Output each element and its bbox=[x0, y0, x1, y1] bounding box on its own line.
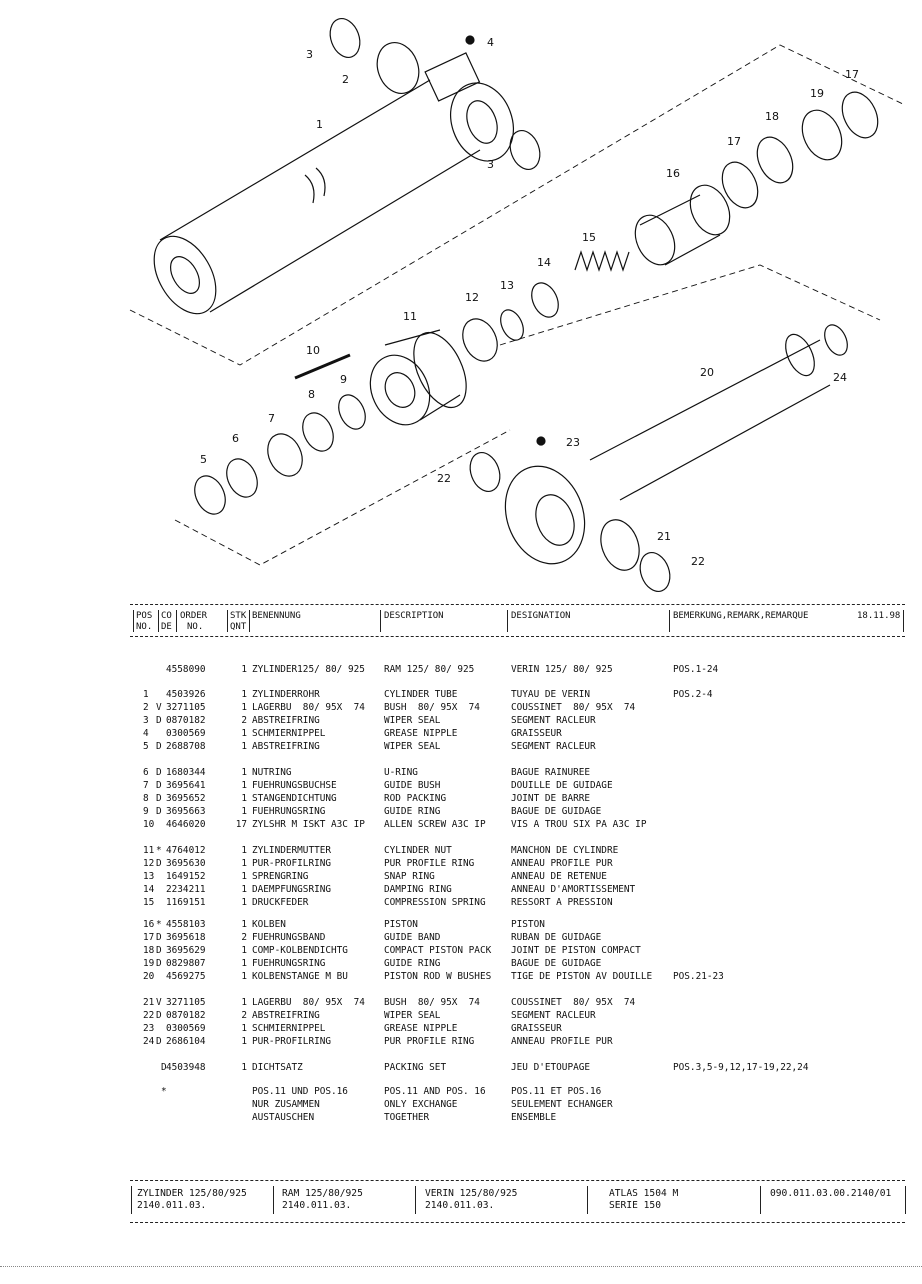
cell-co: D bbox=[156, 767, 162, 778]
cell-co: D bbox=[156, 741, 162, 752]
page-edge-rule bbox=[0, 1266, 922, 1267]
table-row bbox=[0, 931, 922, 944]
cell-ben: PUR-PROFILRING bbox=[252, 1036, 332, 1047]
cell-desig: COUSSINET 80/ 95X 74 bbox=[511, 702, 636, 713]
cell-stk: 1 bbox=[241, 767, 247, 778]
cell-desc: GUIDE BUSH bbox=[384, 780, 441, 791]
footer-divider bbox=[415, 1186, 416, 1214]
cell-co: D bbox=[156, 932, 162, 943]
cell-desig: ANNEAU PROFILE PUR bbox=[511, 1036, 613, 1047]
table-row bbox=[0, 818, 922, 831]
cell-desc: WIPER SEAL bbox=[384, 715, 441, 726]
footer-en-code: 2140.011.03. bbox=[282, 1200, 352, 1211]
cell-stk: 2 bbox=[241, 715, 247, 726]
cell-ben: SCHMIERNIPPEL bbox=[252, 728, 326, 739]
callout-5: 5 bbox=[200, 453, 207, 466]
cell-desc: SNAP RING bbox=[384, 871, 435, 882]
cell-ben: ZYLINDER125/ 80/ 925 bbox=[252, 664, 365, 675]
cell-desc: CYLINDER TUBE bbox=[384, 689, 458, 700]
cell-stk: 1 bbox=[241, 780, 247, 791]
header-order-no: NO. bbox=[187, 622, 204, 632]
cell-ben: FUEHRUNGSRING bbox=[252, 958, 326, 969]
cell-pos: 18 bbox=[143, 945, 155, 956]
header-remark: BEMERKUNG,REMARK,REMARQUE bbox=[673, 611, 809, 621]
table-row bbox=[0, 714, 922, 727]
table-row bbox=[0, 1111, 922, 1124]
cell-co: D bbox=[156, 1036, 162, 1047]
cell-order: 1680344 bbox=[166, 767, 206, 778]
callout-10: 10 bbox=[306, 344, 320, 357]
cylinder-tube-part bbox=[141, 53, 523, 324]
cell-desc: CYLINDER NUT bbox=[384, 845, 452, 856]
footer-model: ATLAS 1504 M bbox=[609, 1188, 679, 1199]
cell-pos: 6 bbox=[143, 767, 149, 778]
cell-co: * bbox=[161, 1086, 167, 1097]
cell-desig: BAGUE DE GUIDAGE bbox=[511, 806, 602, 817]
cell-stk: 1 bbox=[241, 1036, 247, 1047]
table-row bbox=[0, 918, 922, 931]
cell-order: 3271105 bbox=[166, 702, 206, 713]
cell-stk: 1 bbox=[241, 919, 247, 930]
cell-desc: GUIDE BAND bbox=[384, 932, 441, 943]
cell-desc: GUIDE RING bbox=[384, 806, 441, 817]
cell-desig: RUBAN DE GUIDAGE bbox=[511, 932, 602, 943]
cell-desc: GREASE NIPPLE bbox=[384, 728, 458, 739]
callout-22a: 22 bbox=[437, 472, 451, 485]
cell-order: 4569275 bbox=[166, 971, 206, 982]
cell-ben: FUEHRUNGSBUCHSE bbox=[252, 780, 337, 791]
table-row bbox=[0, 688, 922, 701]
cell-pos: 12 bbox=[143, 858, 155, 869]
cell-order: 1649152 bbox=[166, 871, 206, 882]
callout-14: 14 bbox=[537, 256, 551, 269]
cell-ben: NUTRING bbox=[252, 767, 292, 778]
callout-9: 9 bbox=[340, 373, 347, 386]
cell-stk: 1 bbox=[241, 945, 247, 956]
table-row bbox=[0, 1009, 922, 1022]
cell-pos: 8 bbox=[143, 793, 149, 804]
cell-pos: 19 bbox=[143, 958, 155, 969]
table-row bbox=[0, 944, 922, 957]
table-row bbox=[0, 1061, 922, 1074]
cell-ben: FUEHRUNGSBAND bbox=[252, 932, 326, 943]
header-date: 18.11.98 bbox=[857, 611, 901, 621]
cell-pos: 13 bbox=[143, 871, 155, 882]
callout-3a: 3 bbox=[306, 48, 313, 61]
table-row bbox=[0, 792, 922, 805]
cell-pos: 24 bbox=[143, 1036, 155, 1047]
cell-stk: 1 bbox=[241, 958, 247, 969]
cell-pos: 22 bbox=[143, 1010, 155, 1021]
cell-desig: RESSORT A PRESSION bbox=[511, 897, 613, 908]
cell-desc: PACKING SET bbox=[384, 1062, 447, 1073]
callout-18: 18 bbox=[765, 110, 779, 123]
table-row bbox=[0, 996, 922, 1009]
cell-co: D bbox=[161, 1062, 167, 1073]
table-row bbox=[0, 1085, 922, 1098]
cell-desc: WIPER SEAL bbox=[384, 1010, 441, 1021]
cell-order: 3271105 bbox=[166, 997, 206, 1008]
footer-doc-number: 090.011.03.00.2140/01 bbox=[770, 1188, 892, 1199]
cell-stk: 1 bbox=[241, 897, 247, 908]
cell-desig: POS.11 ET POS.16 bbox=[511, 1086, 602, 1097]
cell-desig: ANNEAU PROFILE PUR bbox=[511, 858, 613, 869]
footer-de-title: ZYLINDER 125/80/925 bbox=[137, 1188, 247, 1199]
callout-17b: 17 bbox=[845, 68, 859, 81]
cell-desc: PISTON bbox=[384, 919, 418, 930]
cell-desig: ANNEAU D'AMORTISSEMENT bbox=[511, 884, 636, 895]
cell-order: 4558103 bbox=[166, 919, 206, 930]
callout-23: 23 bbox=[566, 436, 580, 449]
cell-desc: U-RING bbox=[384, 767, 418, 778]
cell-order: 0870182 bbox=[166, 1010, 206, 1021]
callout-1: 1 bbox=[316, 118, 323, 131]
cell-co: D bbox=[156, 858, 162, 869]
cell-desc: ONLY EXCHANGE bbox=[384, 1099, 458, 1110]
cell-stk: 1 bbox=[241, 845, 247, 856]
header-designation: DESIGNATION bbox=[511, 611, 571, 621]
cell-pos: 15 bbox=[143, 897, 155, 908]
col-divider bbox=[158, 610, 159, 632]
cell-rem: POS.3,5-9,12,17-19,22,24 bbox=[673, 1062, 809, 1073]
footer-fr-code: 2140.011.03. bbox=[425, 1200, 495, 1211]
table-row bbox=[0, 1035, 922, 1048]
header-order: ORDER bbox=[180, 611, 208, 621]
header-benennung: BENENNUNG bbox=[252, 611, 301, 621]
header-no: NO. bbox=[136, 622, 153, 632]
cell-order: 4646020 bbox=[166, 819, 206, 830]
cell-stk: 1 bbox=[241, 1062, 247, 1073]
callout-22b: 22 bbox=[691, 555, 705, 568]
cell-order: 0870182 bbox=[166, 715, 206, 726]
callout-12: 12 bbox=[465, 291, 479, 304]
cell-order: 2686104 bbox=[166, 1036, 206, 1047]
cell-ben: PUR-PROFILRING bbox=[252, 858, 332, 869]
cell-order: 0300569 bbox=[166, 1023, 206, 1034]
cell-desc: GREASE NIPPLE bbox=[384, 1023, 458, 1034]
footer-de-code: 2140.011.03. bbox=[137, 1200, 207, 1211]
callout-15: 15 bbox=[582, 231, 596, 244]
header-stk: STK bbox=[230, 611, 247, 621]
cell-co: D bbox=[156, 806, 162, 817]
cell-stk: 1 bbox=[241, 997, 247, 1008]
table-row bbox=[0, 740, 922, 753]
cell-stk: 1 bbox=[241, 1023, 247, 1034]
cell-stk: 1 bbox=[241, 971, 247, 982]
cell-desc: PUR PROFILE RING bbox=[384, 1036, 475, 1047]
cell-ben: COMP-KOLBENDICHTG bbox=[252, 945, 348, 956]
cell-desig: COUSSINET 80/ 95X 74 bbox=[511, 997, 636, 1008]
col-divider bbox=[507, 610, 508, 632]
cell-desig: BAGUE DE GUIDAGE bbox=[511, 958, 602, 969]
table-row bbox=[0, 1098, 922, 1111]
cell-ben: DRUCKFEDER bbox=[252, 897, 309, 908]
table-row bbox=[0, 805, 922, 818]
cell-desc: ALLEN SCREW A3C IP bbox=[384, 819, 486, 830]
table-row bbox=[0, 870, 922, 883]
cell-pos: 21 bbox=[143, 997, 155, 1008]
callout-7: 7 bbox=[268, 412, 275, 425]
cell-pos: 7 bbox=[143, 780, 149, 791]
table-row bbox=[0, 970, 922, 983]
footer-fr-title: VERIN 125/80/925 bbox=[425, 1188, 518, 1199]
cell-desig: GRAISSEUR bbox=[511, 728, 562, 739]
cell-desc: GUIDE RING bbox=[384, 958, 441, 969]
callout-4: 4 bbox=[487, 36, 494, 49]
cell-desig: SEGMENT RACLEUR bbox=[511, 741, 596, 752]
header-description: DESCRIPTION bbox=[384, 611, 444, 621]
col-divider bbox=[133, 610, 134, 632]
cell-desc: BUSH 80/ 95X 74 bbox=[384, 997, 480, 1008]
cell-rem: POS.21-23 bbox=[673, 971, 724, 982]
header-top-rule bbox=[130, 604, 905, 605]
header-pos: POS bbox=[136, 611, 153, 621]
cell-ben: DAEMPFUNGSRING bbox=[252, 884, 332, 895]
cell-ben: KOLBENSTANGE M BU bbox=[252, 971, 348, 982]
header-bottom-rule bbox=[130, 636, 905, 637]
callout-11: 11 bbox=[403, 310, 417, 323]
cell-stk: 1 bbox=[241, 741, 247, 752]
col-divider bbox=[176, 610, 177, 632]
cell-pos: 20 bbox=[143, 971, 155, 982]
cell-desig: GRAISSEUR bbox=[511, 1023, 562, 1034]
cell-order: 4503948 bbox=[166, 1062, 206, 1073]
cell-co: D bbox=[156, 793, 162, 804]
cell-desc: POS.11 AND POS. 16 bbox=[384, 1086, 486, 1097]
cell-pos: 10 bbox=[143, 819, 155, 830]
cell-desig: ENSEMBLE bbox=[511, 1112, 557, 1123]
callout-3b: 3 bbox=[487, 158, 494, 171]
cell-ben: ZYLINDERROHR bbox=[252, 689, 320, 700]
table-row bbox=[0, 701, 922, 714]
footer-divider bbox=[760, 1186, 761, 1214]
cell-ben: KOLBEN bbox=[252, 919, 286, 930]
footer-serie: SERIE 150 bbox=[609, 1200, 661, 1211]
cell-co: D bbox=[156, 958, 162, 969]
cell-order: 0300569 bbox=[166, 728, 206, 739]
cell-rem: POS.1-24 bbox=[673, 664, 719, 675]
col-divider bbox=[227, 610, 228, 632]
cell-stk: 1 bbox=[241, 664, 247, 675]
cell-ben: POS.11 UND POS.16 bbox=[252, 1086, 348, 1097]
cell-desig: BAGUE RAINUREE bbox=[511, 767, 591, 778]
callout-13: 13 bbox=[500, 279, 514, 292]
footer-top-rule bbox=[130, 1180, 905, 1181]
footer-divider bbox=[587, 1186, 588, 1214]
exploded-view-drawing bbox=[0, 0, 922, 600]
cell-rem: POS.2-4 bbox=[673, 689, 713, 700]
cell-pos: 17 bbox=[143, 932, 155, 943]
footer-divider bbox=[273, 1186, 274, 1214]
cell-order: 1169151 bbox=[166, 897, 206, 908]
cell-pos: 2 bbox=[143, 702, 149, 713]
cell-co: V bbox=[156, 997, 162, 1008]
cell-ben: SPRENGRING bbox=[252, 871, 309, 882]
cell-co: D bbox=[156, 1010, 162, 1021]
cell-desig: SEULEMENT ECHANGER bbox=[511, 1099, 613, 1110]
cell-co: * bbox=[156, 919, 162, 930]
cell-order: 3695630 bbox=[166, 858, 206, 869]
callout-20: 20 bbox=[700, 366, 714, 379]
cell-desig: PISTON bbox=[511, 919, 545, 930]
cell-desig: MANCHON DE CYLINDRE bbox=[511, 845, 619, 856]
col-divider bbox=[249, 610, 250, 632]
cell-order: 2688708 bbox=[166, 741, 206, 752]
cell-pos: 5 bbox=[143, 741, 149, 752]
cell-stk: 1 bbox=[241, 689, 247, 700]
cell-desc: BUSH 80/ 95X 74 bbox=[384, 702, 480, 713]
cell-desig: VERIN 125/ 80/ 925 bbox=[511, 664, 613, 675]
cell-desig: ANNEAU DE RETENUE bbox=[511, 871, 607, 882]
callout-19: 19 bbox=[810, 87, 824, 100]
cell-desig: SEGMENT RACLEUR bbox=[511, 1010, 596, 1021]
cell-co: D bbox=[156, 780, 162, 791]
footer-divider bbox=[905, 1186, 906, 1214]
cell-desig: TUYAU DE VERIN bbox=[511, 689, 591, 700]
cell-ben: ZYLINDERMUTTER bbox=[252, 845, 332, 856]
footer-divider bbox=[131, 1186, 132, 1214]
cell-desig: TIGE DE PISTON AV DOUILLE bbox=[511, 971, 653, 982]
cell-ben: AUSTAUSCHEN bbox=[252, 1112, 315, 1123]
cell-ben: ABSTREIFRING bbox=[252, 715, 320, 726]
cell-stk: 2 bbox=[241, 932, 247, 943]
cell-ben: DICHTSATZ bbox=[252, 1062, 303, 1073]
cell-pos: 16 bbox=[143, 919, 155, 930]
cell-ben: NUR ZUSAMMEN bbox=[252, 1099, 320, 1110]
cell-desc: COMPRESSION SPRING bbox=[384, 897, 486, 908]
col-divider bbox=[380, 610, 381, 632]
table-row bbox=[0, 663, 922, 676]
cell-desc: RAM 125/ 80/ 925 bbox=[384, 664, 475, 675]
cell-pos: 4 bbox=[143, 728, 149, 739]
table-row bbox=[0, 779, 922, 792]
cell-desc: COMPACT PISTON PACK bbox=[384, 945, 492, 956]
cell-ben: LAGERBU 80/ 95X 74 bbox=[252, 997, 365, 1008]
cell-desc: DAMPING RING bbox=[384, 884, 452, 895]
cell-desc: PISTON ROD W BUSHES bbox=[384, 971, 492, 982]
cell-order: 3695618 bbox=[166, 932, 206, 943]
cell-desc: WIPER SEAL bbox=[384, 741, 441, 752]
cell-ben: ABSTREIFRING bbox=[252, 1010, 320, 1021]
cell-order: 3695652 bbox=[166, 793, 206, 804]
cell-ben: ABSTREIFRING bbox=[252, 741, 320, 752]
cell-pos: 3 bbox=[143, 715, 149, 726]
cell-order: 3695629 bbox=[166, 945, 206, 956]
cell-order: 4558090 bbox=[166, 664, 206, 675]
cell-desc: TOGETHER bbox=[384, 1112, 430, 1123]
cell-stk: 1 bbox=[241, 884, 247, 895]
table-row bbox=[0, 766, 922, 779]
cell-desig: JOINT DE PISTON COMPACT bbox=[511, 945, 641, 956]
col-divider bbox=[903, 610, 904, 632]
cell-order: 3695663 bbox=[166, 806, 206, 817]
table-row bbox=[0, 957, 922, 970]
cell-ben: LAGERBU 80/ 95X 74 bbox=[252, 702, 365, 713]
table-row bbox=[0, 896, 922, 909]
callout-16: 16 bbox=[666, 167, 680, 180]
cell-order: 2234211 bbox=[166, 884, 206, 895]
cell-stk: 17 bbox=[235, 819, 247, 830]
cell-desc: ROD PACKING bbox=[384, 793, 447, 804]
cell-co: V bbox=[156, 702, 162, 713]
cell-pos: 1 bbox=[143, 689, 149, 700]
cell-ben: ZYLSHR M ISKT A3C IP bbox=[252, 819, 365, 830]
cell-stk: 1 bbox=[241, 793, 247, 804]
callout-24: 24 bbox=[833, 371, 847, 384]
cell-stk: 1 bbox=[241, 806, 247, 817]
header-de: DE bbox=[161, 622, 172, 632]
footer-bottom-rule bbox=[130, 1222, 905, 1223]
cell-ben: STANGENDICHTUNG bbox=[252, 793, 337, 804]
cell-order: 3695641 bbox=[166, 780, 206, 791]
col-divider bbox=[669, 610, 670, 632]
cell-co: D bbox=[156, 945, 162, 956]
callout-8: 8 bbox=[308, 388, 315, 401]
cell-stk: 1 bbox=[241, 728, 247, 739]
table-row bbox=[0, 857, 922, 870]
table-row bbox=[0, 883, 922, 896]
callout-17a: 17 bbox=[727, 135, 741, 148]
callout-2: 2 bbox=[342, 73, 349, 86]
footer-en-title: RAM 125/80/925 bbox=[282, 1188, 363, 1199]
cell-co: * bbox=[156, 845, 162, 856]
cell-desig: DOUILLE DE GUIDAGE bbox=[511, 780, 613, 791]
cell-desig: VIS A TROU SIX PA A3C IP bbox=[511, 819, 647, 830]
cell-pos: 9 bbox=[143, 806, 149, 817]
cell-desig: JOINT DE BARRE bbox=[511, 793, 591, 804]
cell-stk: 1 bbox=[241, 871, 247, 882]
callout-6: 6 bbox=[232, 432, 239, 445]
callout-21: 21 bbox=[657, 530, 671, 543]
cell-stk: 1 bbox=[241, 702, 247, 713]
cell-order: 4764012 bbox=[166, 845, 206, 856]
cell-pos: 23 bbox=[143, 1023, 155, 1034]
cell-order: 4503926 bbox=[166, 689, 206, 700]
cell-ben: FUEHRUNGSRING bbox=[252, 806, 326, 817]
cell-pos: 14 bbox=[143, 884, 155, 895]
cell-order: 0829807 bbox=[166, 958, 206, 969]
header-qnt: QNT bbox=[230, 622, 247, 632]
cell-stk: 1 bbox=[241, 858, 247, 869]
cell-pos: 11 bbox=[143, 845, 155, 856]
header-co: CO bbox=[161, 611, 172, 621]
cell-desig: JEU D'ETOUPAGE bbox=[511, 1062, 591, 1073]
cell-desc: PUR PROFILE RING bbox=[384, 858, 475, 869]
table-row bbox=[0, 844, 922, 857]
table-row bbox=[0, 1022, 922, 1035]
cell-desig: SEGMENT RACLEUR bbox=[511, 715, 596, 726]
table-row bbox=[0, 727, 922, 740]
cell-stk: 2 bbox=[241, 1010, 247, 1021]
cell-ben: SCHMIERNIPPEL bbox=[252, 1023, 326, 1034]
cell-co: D bbox=[156, 715, 162, 726]
